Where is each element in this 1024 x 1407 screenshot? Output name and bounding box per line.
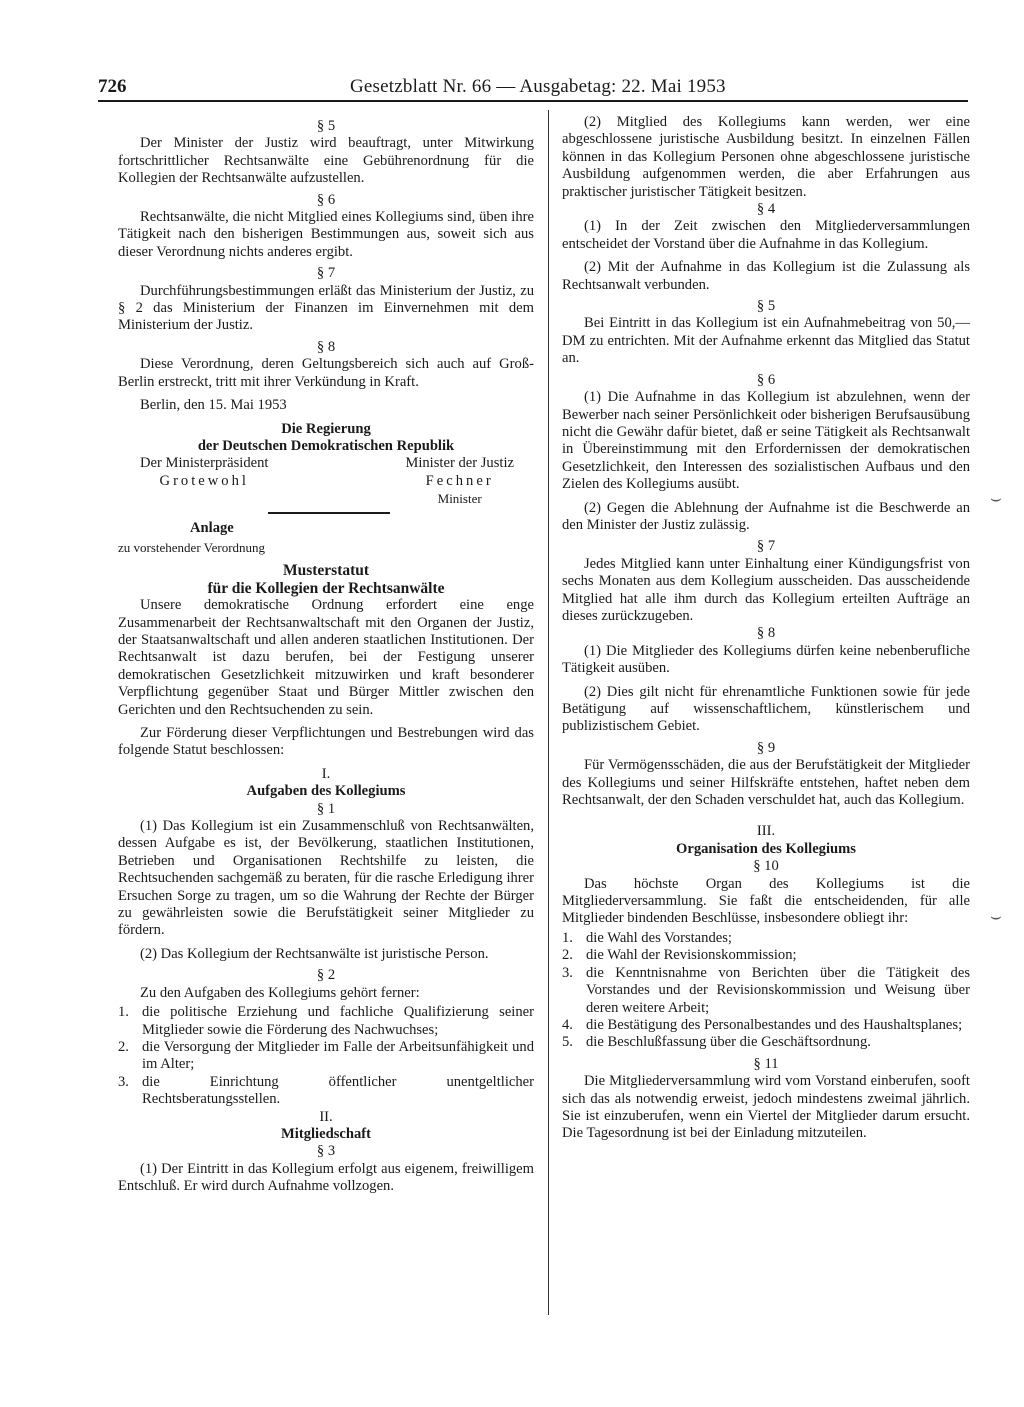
paragraph: Bei Eintritt in das Kollegium ist ein Aufnahmebeitrag von 50,— DM zu entrichten. Mit der Aufnahme erkennt das Mitglied das Statut an. [562,315,970,367]
part-number: I. [321,765,331,782]
part-number: II. [319,1108,333,1125]
column-divider [548,110,549,1315]
numbered-list [562,930,970,1052]
section-title: § 6 [316,191,336,208]
right-column [562,114,970,1143]
statute-subtitle: für die Kollegien der Rechtsanwälte [207,579,445,597]
part-number: III. [756,823,776,840]
list-item: 1. die politische Erziehung und fachliche Qualifizierung seiner Mitglieder sowie die Förderung des Nachwuchses; [118,1004,534,1038]
anlage-title: Anlage [190,519,234,536]
signature-name: Grotewohl [159,472,249,489]
section-title: § 8 [316,338,336,355]
section-title: § 5 [756,298,776,315]
section-title: § 6 [756,371,776,388]
paragraph: (2) Dies gilt nicht für ehrenamtliche Funktionen sowie für jede Betätigung auf wissenschaftlichem, künstlerischem und publizistischem Gebiet. [562,683,970,735]
paragraph: Jedes Mitglied kann unter Einhaltung einer Kündigungsfrist von sechs Monaten aus dem Kollegium ausscheiden. Das ausscheidende Mitglied hat alle ihm durch das Kollegium erteilten Aufträge an dieses zurückzugeben. [562,555,970,624]
paragraph: (1) Der Eintritt in das Kollegium erfolgt aus eigenem, freiwilligem Entschluß. Er wird durch Aufnahme vollzogen. [118,1160,534,1195]
paragraph: (2) Das Kollegium der Rechtsanwälte ist juristische Person. [140,945,489,962]
section-title: § 7 [756,538,776,555]
section-title: § 11 [753,1055,779,1072]
section-title: § 10 [753,858,779,875]
list-item: 1. die Wahl des Vorstandes; [562,929,732,946]
section-title: § 3 [316,1143,336,1160]
paragraph: (1) Die Mitglieder des Kollegiums dürfen keine nebenberufliche Tätigkeit ausüben. [562,642,970,677]
signature-role: Der Ministerpräsident [140,455,269,472]
paragraph: Zu den Aufgaben des Kollegiums gehört ferner: [140,984,420,1001]
place-date: Berlin, den 15. Mai 1953 [140,397,287,414]
page-header [98,76,966,98]
anlage-subtitle: zu vorstehender Verordnung [118,539,266,555]
paragraph: Diese Verordnung, deren Geltungsbereich sich auch auf Groß-Berlin erstreckt, tritt mit ihrer Verkündung in Kraft. [118,356,534,390]
list-item: 3. die Kenntnisnahme von Berichten über die Tätigkeit des Vorstandes und der Revisionskommission und Weisung über deren weitere Arbeit; [562,964,970,1016]
signature-role: Minister der Justiz [405,455,514,472]
paragraph: Zur Förderung dieser Verpflichtungen und Bestrebungen wird das folgende Statut beschlossen: [118,725,534,759]
list-item: 4. die Bestätigung des Personalbestandes und des Haushaltsplanes; [562,1016,963,1033]
page-number: 726 [98,76,127,97]
margin-mark: ⌣ [990,906,1002,926]
section-title: § 9 [756,739,776,756]
section-title: § 4 [756,201,776,218]
section-title: § 7 [316,265,336,282]
paragraph: (1) Das Kollegium ist ein Zusammenschluß von Rechtsanwälten, dessen Aufgabe es ist, der Bevölkerung, staatlichen Institutionen, Betrieben und Organisationen Rechtshilfe zu leisten, die Rechtsuchenden sachgemäß zu beraten, für die rasche Erledigung ihrer Ersuchen Sorge zu tragen, um so die Wahrung der Rechte der Bürger zu gewährleisten sowie die Berufstätigkeit seiner Mitglieder zu fördern. [118,818,534,939]
part-title: Mitgliedschaft [281,1125,371,1142]
paragraph: (2) Mitglied des Kollegiums kann werden, wer eine abgeschlossene juristische Ausbildung besitzt. In einzelnen Fällen können in das Kollegium Personen ohne abgeschlossene juristische Ausbildung aufgenommen werden, die aber Erfahrungen aus praktischer juristischer Tätigkeit besitzen. [562,114,970,200]
part-title: Organisation des Kollegiums [675,840,856,857]
paragraph: Die Mitgliederversammlung wird vom Vorstand einberufen, sooft sich das als notwendig erweist, jedoch mindestens zweimal jährlich. Sie ist einzuberufen, wenn ein Viertel der Mitglieder darum ersucht. Die Tagesordnung ist bei der Einladung mitzuteilen. [562,1073,970,1142]
section-title: § 2 [316,967,336,984]
government-line-1: Die Regierung [281,420,371,437]
section-title: § 1 [316,800,336,817]
list-item: 3. die Einrichtung öffentlicher unentgeltlicher Rechtsberatungsstellen. [118,1073,534,1108]
paragraph: Für Vermögensschäden, die aus der Berufstätigkeit der Mitglieder des Kollegiums und seiner Hilfskräfte entstehen, haftet neben dem Rechtsanwalt, der den Schaden verschuldet hat, auch das Kollegium. [562,757,970,809]
paragraph: Der Minister der Justiz wird beauftragt, unter Mitwirkung fortschrittlicher Rechtsanwälte eine Gebührenordnung für die Kollegien der Rechtsanwälte aufzustellen. [118,135,534,187]
list-item: 2. die Wahl der Revisionskommission; [562,947,797,964]
signature-name: Fechner [425,472,494,489]
margin-mark: ⌣ [990,488,1002,508]
part-title: Aufgaben des Kollegiums [246,783,406,800]
signature-justice-minister [405,455,514,507]
numbered-list [118,1004,534,1108]
paragraph: (2) Mit der Aufnahme in das Kollegium ist die Zulassung als Rechtsanwalt verbunden. [562,259,970,293]
section-title: § 5 [316,118,336,134]
statute-title: Musterstatut [282,562,370,580]
list-item: 5. die Beschlußfassung über die Geschäftsordnung. [562,1034,871,1051]
separator-rule [268,512,390,514]
list-item: 2. die Versorgung der Mitglieder im Falle der Arbeitsunfähigkeit und im Alter; [118,1038,534,1073]
paragraph: Das höchste Organ des Kollegiums ist die Mitgliederversammlung. Sie faßt die entscheidenden, für alle Mitglieder bindenden Beschlüsse, insbesondere obliegt ihr: [562,875,970,927]
signature-president [140,455,268,507]
paragraph: (1) Die Aufnahme in das Kollegium ist abzulehnen, wenn der Bewerber nach seiner Persönlichkeit oder bisherigen Berufsausübung nicht die Gewähr dafür bietet, daß er seine Tätigkeit als Rechtsanwalt in Übereinstimmung mit den Erfordernissen der demokratischen Gesetzlichkeit, den Interessen des sozialistischen Aufbaus und den Zielen des Kollegiums ausübt. [562,389,970,493]
section-title: § 8 [756,625,776,642]
signature-block [118,455,534,507]
paragraph: Unsere demokratische Ordnung erfordert eine enge Zusammenarbeit der Rechtsanwaltschaft mit den Organen der Justiz, der Staatsanwaltschaft und allen anderen staatlichen Institutionen. Der Rechtsanwalt ist dazu berufen, bei der Festigung unserer demokratischen Gesetzlichkeit mitzuwirken und kraft besonderer Verpflichtung gegenüber Staat und Bürger Mittler zwischen den Gerichten und den Rechtsuchenden zu sein. [118,597,534,718]
paragraph: (2) Gegen die Ablehnung der Aufnahme ist die Beschwerde an den Minister der Justiz zulässig. [562,499,970,533]
paragraph: Durchführungsbestimmungen erläßt das Ministerium der Justiz, zu § 2 das Ministerium der Finanzen im Einvernehmen mit dem Ministerium der Justiz. [118,282,534,334]
left-column [118,114,534,1196]
paragraph: Rechtsanwälte, die nicht Mitglied eines Kollegiums sind, üben ihre Tätigkeit nach den bisherigen Bestimmungen aus, soweit sich aus dieser Verordnung nichts anderes ergibt. [118,209,534,260]
header-title: Gesetzblatt Nr. 66 — Ausgabetag: 22. Mai 1953 [350,76,726,97]
header-rule [98,100,968,102]
government-line-2: der Deutschen Demokratischen Republik [197,437,455,454]
paragraph: (1) In der Zeit zwischen den Mitgliederversammlungen entscheidet der Vorstand über die Aufnahme in das Kollegium. [562,218,970,252]
signature-title: Minister [437,491,482,507]
